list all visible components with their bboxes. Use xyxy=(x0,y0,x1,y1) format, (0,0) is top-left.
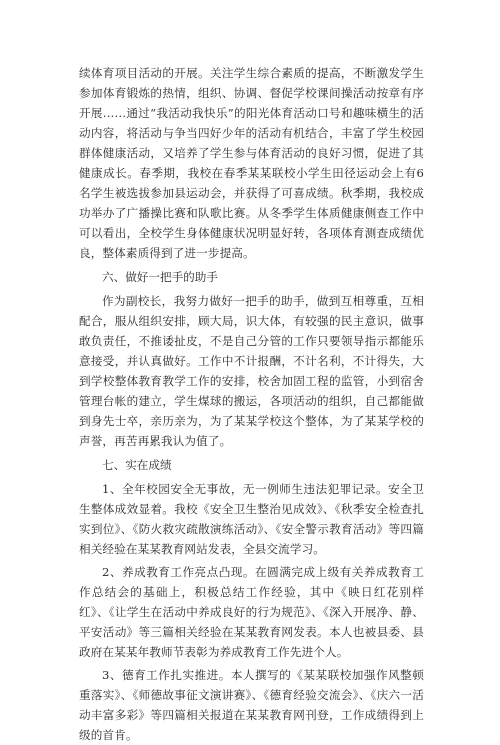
section-heading-assistant: 六、做好一把手的助手 xyxy=(102,270,218,284)
paragraph-moral-education: 3、德育工作扎实推进。本人撰写的《某某联校加强作风整顿重落实》、《师德故事征文演讲赛》、《德育经验交流会》、《庆六一活动丰富多彩》等四篇相关报道在某某教育网刊登，工作成绩得到上级的首肯。 xyxy=(79,668,424,742)
paragraph-vice-principal-role: 作为副校长，我努力做好一把手的助手，做到互相尊重，互相配合，服从组织安排，顾大局，识大体，有较强的民主意识，做事敢负责任，不推诿扯皮，不是自己分管的工作只要领导指示都能乐意接受，并认真做好。工作中不计报酬，不计名利，不计得失，大到学校整体教育教学工作的安排，校舍加固工程的监管，小到宿舍管理台帐的建立，学生煤球的搬运，各项活动的组织，自己都能做到身先士卒，亲历亲为，为了某某学校这个整体，为了某某学校的声誉，再苦再累我认为值了。 xyxy=(79,294,424,448)
paragraph-habit-education: 2、养成教育工作亮点凸现。在圆满完成上级有关养成教育工作总结会的基础上，积极总结工作经验，其中《映日红花别样红》、《让学生在活动中养成良好的行为规范》、《深入开展净、静、平安活动》等三篇相关经验在某某教育网发表。本人也被县委、县政府在某某年教师节表彰为养成教育工作先进个人。 xyxy=(79,565,424,659)
section-heading-achievements: 七、实在成绩 xyxy=(102,458,172,472)
paragraph-sports-activities: 续体育项目活动的开展。关注学生综合素质的提高，不断激发学生参加体育锻炼的热情，组织、协调、督促学校课间操活动按章有序开展……通过“我活动我快乐”的阳光体育活动口号和趣味横生的活动内容，将活动与争当四好少年的活动有机结合，丰富了学生校园群体健康活动，又培养了学生参与体育活动的良好习惯，促进了其健康成长。春季期，我校在春季某某联校小学生田径运动会上有6名学生被选拔参加县运动会，并获得了可喜成绩。秋季期，我校成功举办了广播操比赛和队歌比赛。从冬季学生体质健康侧查工作中可以看出，全校学生身体健康状况明显好转，各项体育测查成绩优良，整体素质得到了进一步提高。 xyxy=(79,66,424,260)
paragraph-safety-achievement: 1、全年校园安全无事故，无一例师生违法犯罪记录。安全卫生整体成效显着。我校《安全卫生整治见成效》、《秋季安全检查扎实到位》、《防火救灾疏散演练活动》、《安全警示教育活动》等四篇相关经验在某某教育网站发表，全县交流学习。 xyxy=(79,482,424,556)
document-body xyxy=(79,63,424,745)
